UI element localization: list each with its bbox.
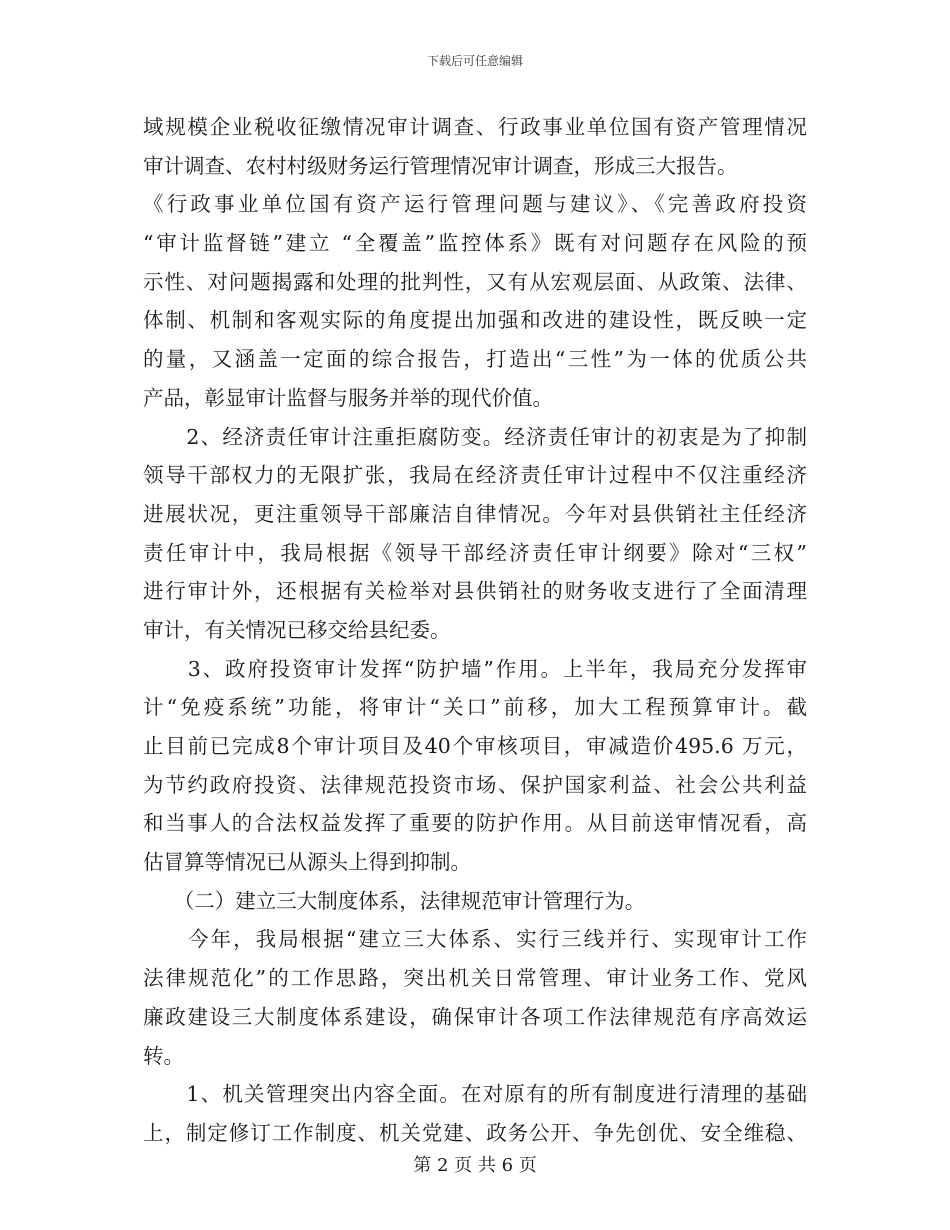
body-text-line: 3、政府投资审计发挥“防护墙”作用。上半年，我局充分发挥审 bbox=[143, 656, 807, 681]
body-text-line: 领导干部权力的无限扩张，我局在经济责任审计过程中不仅注重经济 bbox=[143, 463, 807, 488]
body-text-line: 上，制定修订工作制度、机关党建、政务公开、争先创优、安全维稳、 bbox=[143, 1120, 807, 1145]
body-text-line: 1、机关管理突出内容全面。在对原有的所有制度进行清理的基础 bbox=[143, 1082, 807, 1107]
body-text-line: 《行政事业单位国有资产运行管理问题与建议》、《完善政府投资 bbox=[143, 192, 807, 217]
body-text-line: 审计，有关情况已移交给县纪委。 bbox=[143, 617, 451, 642]
page-number: 第 2 页 共 6 页 bbox=[413, 1155, 537, 1176]
body-text-line: 计“免疫系统”功能，将审计“关口”前移，加大工程预算审计。截 bbox=[143, 695, 807, 720]
body-text-line: （二）建立三大制度体系，法律规范审计管理行为。 bbox=[143, 888, 646, 913]
body-text-line: 责任审计中，我局根据《领导干部经济责任审计纲要》除对“三权” bbox=[143, 540, 807, 565]
body-text-line: 廉政建设三大制度体系建设，确保审计各项工作法律规范有序高效运 bbox=[143, 1004, 807, 1029]
body-text-line: 产品，彰显审计监督与服务并举的现代价值。 bbox=[143, 385, 553, 410]
body-text-line: 转。 bbox=[143, 1043, 184, 1068]
body-text-line: 2、经济责任审计注重拒腐防变。经济责任审计的初衷是为了抑制 bbox=[143, 424, 807, 449]
page-header-note: 下载后可任意编辑 bbox=[426, 54, 523, 68]
body-text-line: 进展状况，更注重领导干部廉洁自律情况。今年对县供销社主任经济 bbox=[143, 501, 807, 526]
body-text-line: 今年，我局根据“建立三大体系、实行三线并行、实现审计工作 bbox=[143, 927, 807, 952]
body-text-line: 止目前已完成8个审计项目及40个审核项目，审减造价495.6 万元， bbox=[143, 734, 807, 758]
document-body bbox=[143, 108, 807, 1153]
body-text-line: 估冒算等情况已从源头上得到抑制。 bbox=[143, 850, 471, 875]
body-text-line: 示性、对问题揭露和处理的批判性，又有从宏观层面、从政策、法律、 bbox=[143, 269, 807, 294]
body-text-line: 审计调查、农村村级财务运行管理情况审计调查，形成三大报告。 bbox=[143, 153, 738, 178]
body-text-line: 和当事人的合法权益发挥了重要的防护作用。从目前送审情况看，高 bbox=[143, 811, 807, 836]
body-text-line: 为节约政府投资、法律规范投资市场、保护国家利益、社会公共利益 bbox=[143, 772, 807, 797]
body-text-line: 法律规范化”的工作思路，突出机关日常管理、审计业务工作、党风 bbox=[143, 966, 807, 991]
body-text-line: “审计监督链”建立 “全覆盖”监控体系》既有对问题存在风险的预 bbox=[143, 231, 807, 256]
body-text-line: 域规模企业税收征缴情况审计调查、行政事业单位国有资产管理情况 bbox=[143, 115, 807, 139]
body-text-line: 体制、机制和客观实际的角度提出加强和改进的建设性，既反映一定 bbox=[143, 308, 807, 333]
body-text-line: 进行审计外，还根据有关检举对县供销社的财务收支进行了全面清理 bbox=[143, 579, 807, 604]
body-text-line: 的量，又涵盖一定面的综合报告，打造出“三性”为一体的优质公共 bbox=[143, 347, 807, 372]
